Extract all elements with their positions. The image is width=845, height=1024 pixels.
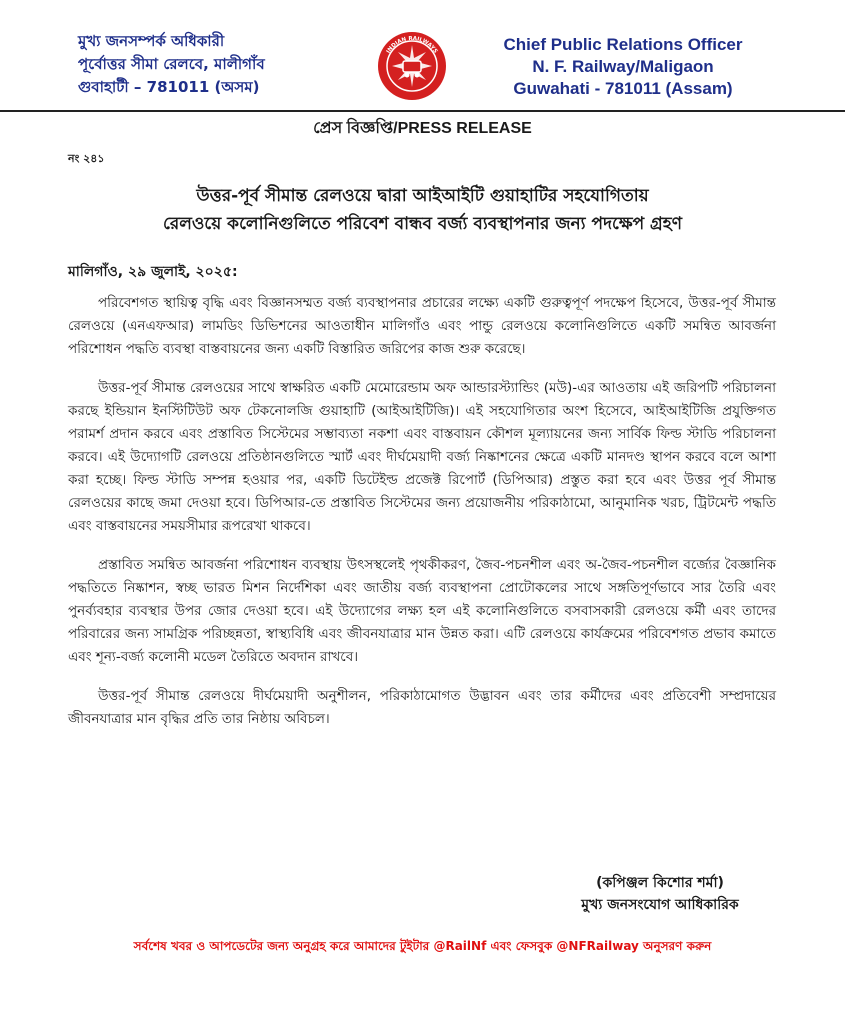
header-left-line-1: মুখ্য জনসম্পর্ক অধিকারী	[78, 32, 225, 50]
body-text	[68, 292, 776, 747]
header-right-line-3: Guwahati - 781011 (Assam)	[513, 79, 733, 98]
title-line-2: রেলওয়ে কলোনিগুলিতে পরিবেশ বান্ধব বর্জ্য ব্যবস্থাপনার জন্য পদক্ষেপ গ্রহণ	[162, 214, 682, 234]
body-paragraph-2: উত্তর-পূর্ব সীমান্ত রেলওয়ের সাথে স্বাক্ষরিত একটি মেমোরেন্ডাম অফ আন্ডারস্ট্যান্ডিং (মউ)-এর আওতায় এই জরিপটি পরিচালনা করছে ইন্ডিয়ান ইনস্টিটিউট অফ টেকনোলজি গুয়াহাটি (আইআইটিজি)। এই সহযোগিতার অংশ হিসেবে, আইআইটিজি প্রযুক্তিগত পরামর্শ প্রদান করবে এবং প্রস্তাবিত সিস্টেমের সম্ভাব্যতা নকশা এবং বাস্তবায়ন কৌশল মূল্যায়নের জন্য সার্বিক ফিল্ড স্টাডি পরিচালনা করবে। এই উদ্যোগটি রেলওয়ে প্রতিষ্ঠানগুলিতে স্মার্ট এবং দীর্ঘমেয়াদী বর্জ্য নিষ্কাশনের ক্ষেত্রে একটি মানদণ্ড স্থাপন করবে বলে আশা করা হচ্ছে। ফিল্ড স্টাডি সম্পন্ন হওয়ার পর, একটি ডিটেইল্ড প্রজেক্ট রিপোর্ট (ডিপিআর) প্রস্তুত করা হবে এবং উত্তর পূর্ব সীমান্ত রেলওয়ের কাছে জমা দেওয়া হবে। ডিপিআর-তে প্রস্তাবিত সিস্টেমের জন্য প্রয়োজনীয় পরিকাঠামো, আনুমানিক খরচ, ট্রিটমেন্ট পদ্ধতি এবং বাস্তবায়নের সময়সীমার রূপরেখা থাকবে।	[68, 380, 776, 534]
header-left-line-2: পূর্বোত্তর সীমা রেলবে, মালীগাঁব	[78, 55, 265, 73]
footer-social-note: সর্বশেষ খবর ও আপডেটের জন্য অনুগ্রহ করে আমাদের টুইটার @RailNf এবং ফেসবুক @NFRailway অনুসরণ করুন	[133, 939, 712, 953]
header-left-block	[78, 30, 318, 99]
signatory-designation: মুখ্য জনসংযোগ আধিকারিক	[581, 897, 739, 913]
body-paragraph-1: পরিবেশগত স্থায়িত্ব বৃদ্ধি এবং বিজ্ঞানসম্মত বর্জ্য ব্যবস্থাপনার প্রচারের লক্ষ্যে একটি গুরুত্বপূর্ণ পদক্ষেপ হিসেবে, উত্তর-পূর্ব সীমান্ত রেলওয়ে (এনএফআর) লামডিং ডিভিশনের আওতাধীন মালিগাঁও এবং পান্ডু রেলওয়ে কলোনিগুলিতে একটি সমন্বিত আবর্জনা পরিশোধন পদ্ধতি ব্যবস্থা বাস্তবায়নের জন্য একটি বিস্তারিত জরিপের কাজ শুরু করেছে।	[68, 295, 776, 357]
reference-number: নং ২৪১	[68, 152, 105, 165]
title-line-1: উত্তর-পূর্ব সীমান্ত রেলওয়ে দ্বারা আইআইটি গুয়াহাটির সহযোগিতায়	[196, 186, 649, 206]
header-left-line-3: গুবাহাটী – 781011 (অসম)	[78, 78, 260, 96]
header-right-line-2: N. F. Railway/Maligaon	[532, 57, 714, 76]
signature-block	[560, 872, 760, 916]
header-divider	[0, 110, 845, 112]
indian-railways-emblem-icon	[376, 30, 448, 102]
signatory-name: (কপিঞ্জল কিশোর শর্মা)	[596, 875, 724, 891]
logo-text: INDIAN RAILWAYS	[385, 35, 439, 55]
dateline: মালিগাঁও, ২৯ জুলাই, ২০২৫:	[68, 264, 238, 280]
header-right-line-1: Chief Public Relations Officer	[503, 35, 743, 54]
body-paragraph-3: প্রস্তাবিত সমন্বিত আবর্জনা পরিশোধন ব্যবস্থায় উৎসস্থলেই পৃথকীকরণ, জৈব-পচনশীল এবং অ-জৈব-পচনশীল বর্জ্যের বৈজ্ঞানিক পদ্ধতিতে নিষ্কাশন, স্বচ্ছ ভারত মিশন নির্দেশিকা এবং জাতীয় বর্জ্য ব্যবস্থাপনা প্রোটোকলের সাথে সঙ্গতিপূর্ণভাবে সার তৈরি এবং পুনর্ব্যবহার ব্যবস্থার উপর জোর দেওয়া হবে। এই উদ্যোগের লক্ষ্য হল এই কলোনিগুলিতে বসবাসকারী রেলওয়ে কর্মী এবং তাদের পরিবারের জন্য সামগ্রিক পরিচ্ছন্নতা, স্বাস্থ্যবিধি এবং জীবনযাত্রার মান উন্নত করা। এটি রেলওয়ে কার্যক্রমের পরিবেশগত প্রভাব কমাতে এবং শূন্য-বর্জ্য কলোনী মডেল তৈরিতে অবদান রাখবে।	[68, 557, 776, 665]
document-title	[60, 182, 785, 238]
press-release-heading: প্রেস বিজ্ঞপ্তি/PRESS RELEASE	[313, 120, 532, 137]
header-right-block	[478, 34, 768, 100]
body-paragraph-4: উত্তর-পূর্ব সীমান্ত রেলওয়ে দীর্ঘমেয়াদী অনুশীলন, পরিকাঠামোগত উদ্ভাবন এবং তার কর্মীদের এবং প্রতিবেশী সম্প্রদায়ের জীবনযাত্রার মান বৃদ্ধির প্রতি তার নিষ্ঠায় অবিচল।	[68, 688, 776, 727]
